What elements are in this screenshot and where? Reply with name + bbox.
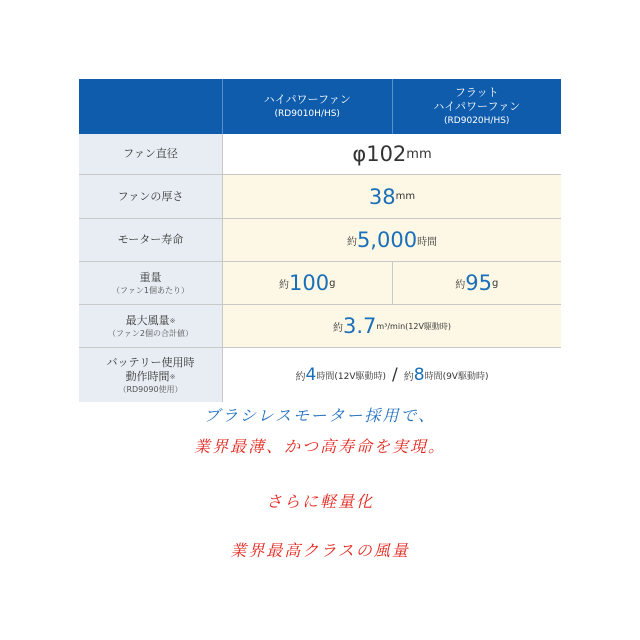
diameter-value-cell <box>223 134 561 174</box>
battery-label-line1: バッテリー使用時 <box>106 355 195 369</box>
tagline-line3: さらに軽量化 <box>265 492 374 511</box>
airflow-unit: m³/min(12V駆動時) <box>376 321 452 331</box>
header-col1-name: ハイパワーファン <box>263 92 351 106</box>
weight-label: 重量 <box>139 270 162 284</box>
weight-split <box>223 262 561 304</box>
diameter-label: ファン直径 <box>123 147 178 160</box>
airflow-prefix: 約 <box>332 322 343 334</box>
weight-col2-value: 95 <box>465 271 492 295</box>
weight-col2-unit: g <box>491 277 499 289</box>
battery-slash: / <box>392 365 398 385</box>
row-label <box>79 262 223 304</box>
header-col-highpower-fan <box>223 79 392 134</box>
table-row-airflow <box>79 305 561 348</box>
weight-col1-unit: g <box>329 277 336 289</box>
battery-prefix2: 約 <box>403 371 414 383</box>
airflow-sub: （ファン2個の合計値） <box>108 328 193 338</box>
battery-label-line2-wrap <box>126 370 176 384</box>
life-value-cell <box>223 219 561 261</box>
life-value: 5,000 <box>356 228 418 252</box>
row-label <box>79 219 223 261</box>
battery-value2: 8 <box>413 365 425 385</box>
battery-prefix1: 約 <box>295 371 306 383</box>
header-col-flat-highpower-fan <box>392 79 562 134</box>
weight-sub: （ファン1個あたり） <box>112 285 189 295</box>
row-label <box>79 134 223 174</box>
life-prefix: 約 <box>346 236 357 248</box>
diameter-value: φ102 <box>352 142 407 166</box>
row-label <box>79 305 223 347</box>
table-row-diameter <box>79 134 561 175</box>
battery-value1: 4 <box>305 365 317 385</box>
battery-label-line2: 動作時間 <box>125 369 170 383</box>
life-label: モーター寿命 <box>117 233 184 246</box>
row-label <box>79 175 223 218</box>
table-row-thickness <box>79 175 561 219</box>
header-col1-model: (RD9010H/HS) <box>274 108 340 119</box>
life-unit: 時間 <box>417 236 438 248</box>
airflow-label: 最大風量 <box>125 313 170 327</box>
battery-note-mark: ※ <box>169 372 176 381</box>
weight-col1-cell <box>223 262 392 304</box>
diameter-unit: mm <box>406 146 432 162</box>
tagline-line4: 業界最高クラスの風量 <box>230 541 410 560</box>
tagline-line2: 業界最薄、かつ高寿命を実現。 <box>193 437 446 456</box>
airflow-note-mark: ※ <box>169 316 176 325</box>
table-header-row <box>79 79 561 134</box>
battery-value-cell <box>223 348 561 402</box>
row-label <box>79 348 223 402</box>
weight-col2-prefix: 約 <box>455 279 466 291</box>
thickness-value-cell <box>223 175 561 218</box>
header-col2-name-line2: ハイパワーファン <box>433 99 521 113</box>
table-row-weight <box>79 262 561 305</box>
battery-unit1: 時間(12V駆動時) <box>316 371 386 382</box>
weight-col2-cell <box>392 262 562 304</box>
airflow-value: 3.7 <box>342 314 377 338</box>
tagline-line1: ブラシレスモーター採用で、 <box>203 406 437 425</box>
table-row-life <box>79 219 561 262</box>
airflow-label-wrap <box>126 314 176 328</box>
weight-col1-prefix: 約 <box>279 279 290 291</box>
header-col2-name-line1: フラット <box>454 85 499 99</box>
table-row-battery <box>79 348 561 402</box>
header-col2-model: (RD9020H/HS) <box>444 115 510 126</box>
thickness-unit: mm <box>395 191 416 202</box>
battery-sub: （RD9090使用） <box>118 384 183 394</box>
weight-col1-value: 100 <box>289 271 330 295</box>
thickness-value: 38 <box>368 184 396 209</box>
spec-table <box>79 79 561 402</box>
header-corner <box>79 79 223 134</box>
battery-unit2: 時間(9V駆動時) <box>424 371 489 382</box>
airflow-value-cell <box>223 305 561 347</box>
thickness-label: ファンの厚さ <box>117 189 184 203</box>
